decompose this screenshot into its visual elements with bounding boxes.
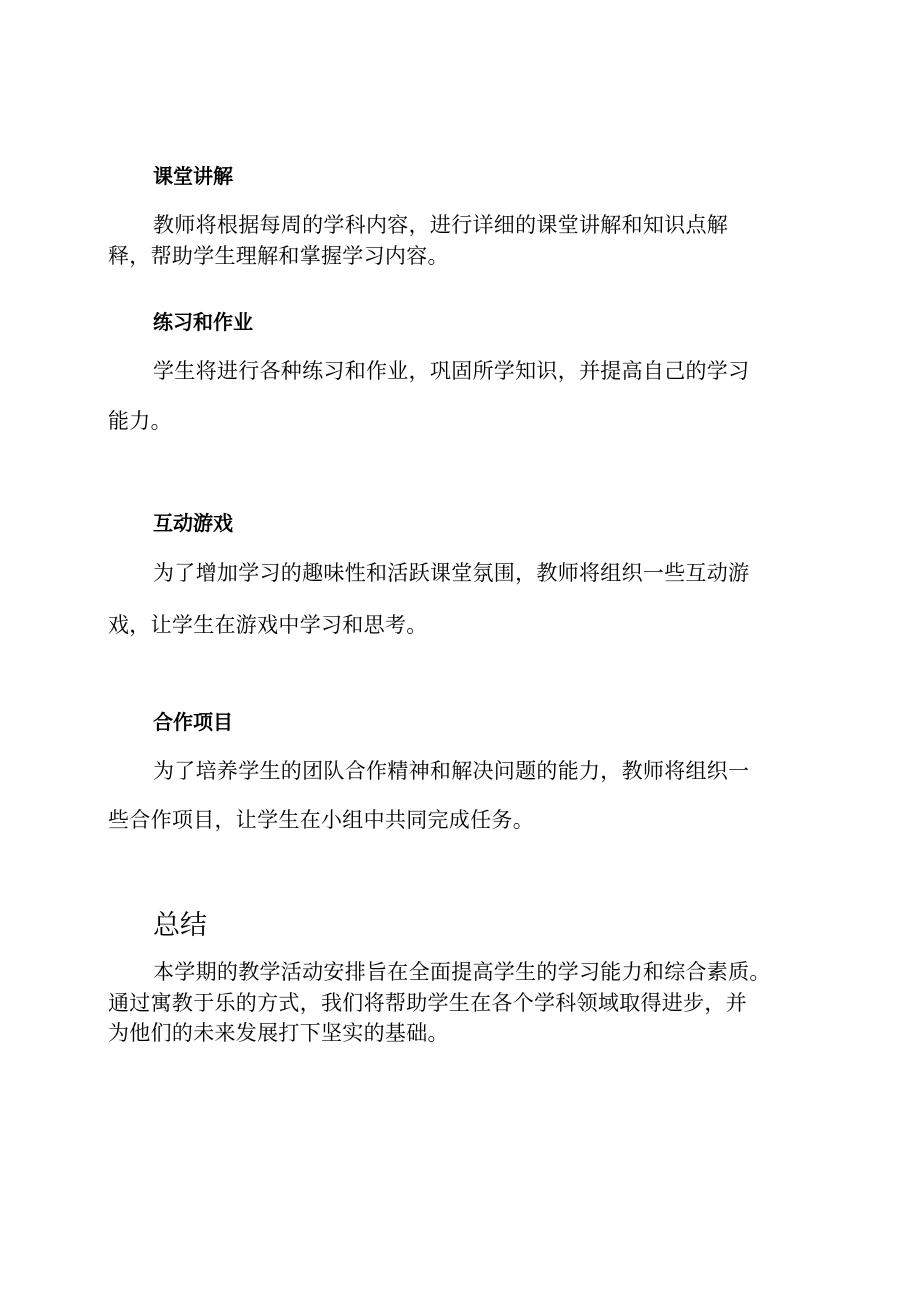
summary-paragraph-line: 为他们的未来发展打下坚实的基础。 [108,1021,449,1045]
section-paragraph-line: 学生将进行各种练习和作业，巩固所学知识，并提高自己的学习 [153,359,750,383]
section-heading-practice: 练习和作业 [153,310,253,334]
section-paragraph-line: 能力。 [108,409,172,433]
section-heading-projects: 合作项目 [153,710,233,734]
section-paragraph-line: 教师将根据每周的学科内容，进行详细的课堂讲解和知识点解 [153,213,729,237]
summary-heading: 总结 [153,910,207,941]
section-paragraph-line: 为了培养学生的团队合作精神和解决问题的能力，教师将组织一 [153,759,750,783]
section-paragraph-line: 些合作项目，让学生在小组中共同完成任务。 [108,808,534,832]
summary-paragraph-line: 通过寓教于乐的方式，我们将帮助学生在各个学科领域取得进步，并 [108,991,747,1015]
section-paragraph-line: 为了增加学习的趣味性和活跃课堂氛围，教师将组织一些互动游 [153,561,750,585]
section-heading-games: 互动游戏 [153,511,233,535]
section-heading-lecture: 课堂讲解 [153,164,233,188]
section-paragraph-line: 释，帮助学生理解和掌握学习内容。 [108,244,449,268]
summary-paragraph-line: 本学期的教学活动安排旨在全面提高学生的学习能力和综合素质。 [153,960,771,984]
section-paragraph-line: 戏，让学生在游戏中学习和思考。 [108,613,428,637]
